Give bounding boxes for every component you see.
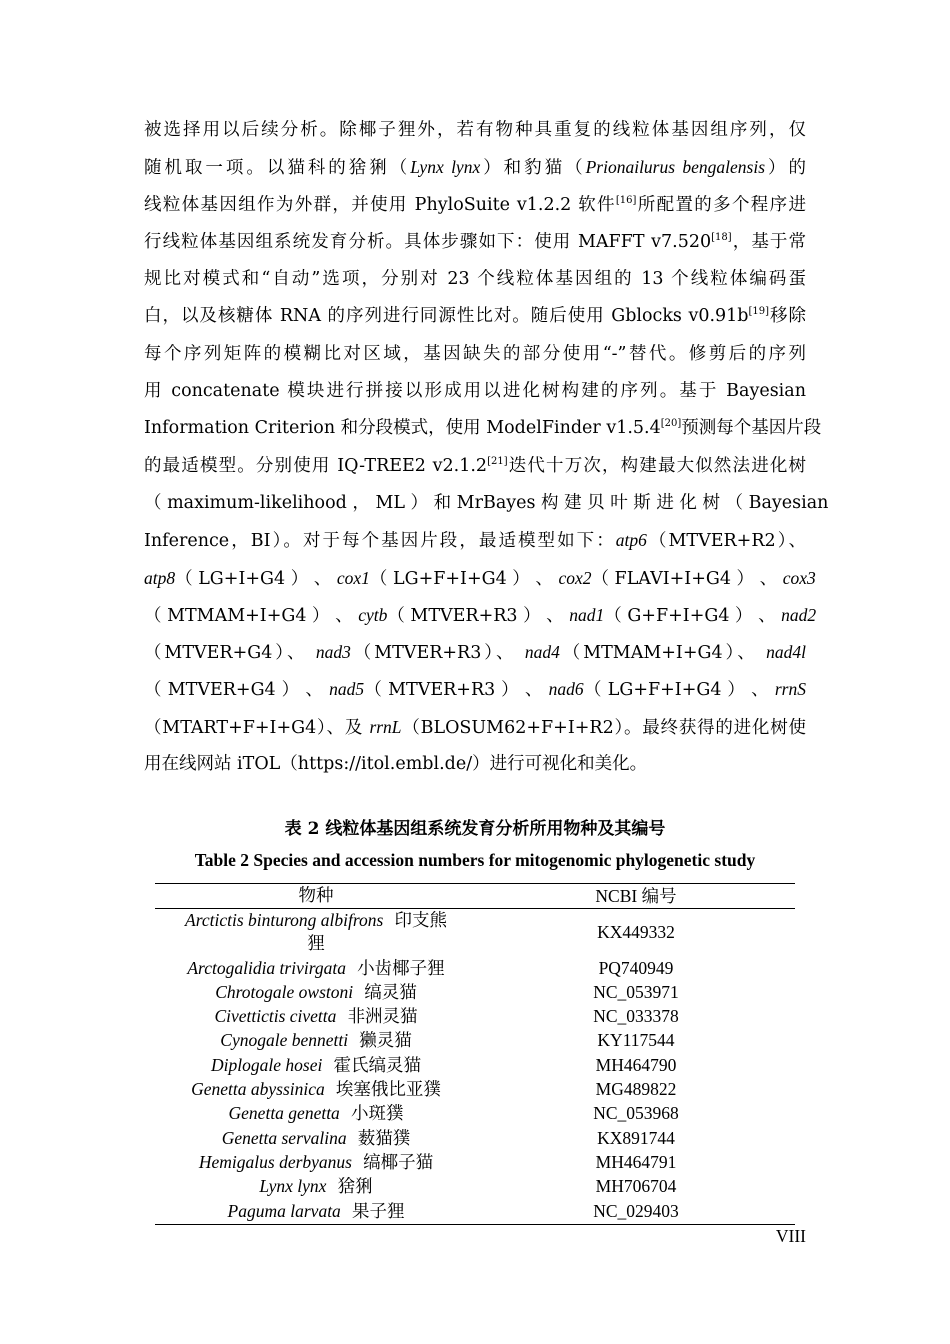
table-row: Genetta servalina 薮猫獛 KX891744 [221,1127,675,1149]
species-table [155,883,795,1225]
bottom-rule [155,1224,795,1225]
table-row: Arctogalidia trivirgata 小齿椰子狸 PQ740949 [187,957,674,979]
text-line: （MTART+F+I+G4）、及 rrnL（BLOSUM62+F+I+R2）。最终获得的进化树使 [144,716,806,738]
table-caption-cn: 表 2 线粒体基因组系统发育分析所用物种及其编号 [284,819,666,839]
text-line: 用在线网站 iTOL（https://itol.embl.de/）进行可视化和美化。 [144,754,648,775]
citation: [16] [615,194,637,206]
text-line: 每个序列矩阵的模糊比对区域，基因缺失的部分使用“-”替代。修剪后的序列 [144,343,806,364]
text-line: 规比对模式和“自动”选项，分别对 23 个线粒体基因组的 13 个线粒体编码蛋 [144,269,806,290]
table-row: Genetta genetta 小斑獛 NC_053968 [228,1103,679,1125]
text-line: 随机取一项。以猫科的猞猁（Lynx lynx）和豹猫（Prionailurus bengalensis）的 [144,157,807,179]
text-line: 线粒体基因组作为外群，并使用 PhyloSuite v1.2.2 软件[16]所配置的多个程序进 [144,194,806,215]
page-number: VIII [775,1226,806,1246]
citation: [21] [487,455,508,467]
body-paragraph [144,112,829,783]
table-row: Hemigalus derbyanus 缟椰子猫 MH464791 [198,1151,677,1173]
text-line: （ MTVER+G4 ） 、 nad5（ MTVER+R3 ） 、 nad6（ LG+F+I+G4 ） 、 rrnS [144,679,806,701]
table-row: Cynogale bennetti 獭灵猫 KY117544 [220,1030,675,1052]
text-line: Inference，BI）。对于每个基因片段，最适模型如下：atp6（MTVER+R2）、 [144,530,806,552]
citation: [19] [748,306,770,318]
table-row: Diplogale hosei 霍氏缟灵猫 MH464790 [211,1054,677,1076]
table-row: Paguma larvata 果子狸 NC_029403 [227,1200,679,1222]
table-header [155,884,795,908]
table-caption-en: Table 2 Species and accession numbers for mitogenomic phylogenetic study [194,850,756,870]
table-row: Genetta abyssinica 埃塞俄比亚獛 MG489822 [191,1079,677,1101]
text-line: 被选择用以后续分析。除椰子狸外，若有物种具重复的线粒体基因组序列，仅 [144,120,806,140]
text-line: atp8（ LG+I+G4 ） 、 cox1（ LG+F+I+G4 ） 、 cox2（ FLAVI+I+G4 ） 、 cox3 [144,567,816,589]
text-line: 白，以及核糖体 RNA 的序列进行同源性比对。随后使用 Gblocks v0.91b[19]移除 [144,306,806,327]
text-line: （ maximum-likelihood ， ML ） 和 MrBayes 构 建 贝 叶 斯 进 化 树 （ Bayesian [144,492,829,513]
text-line: 用 concatenate 模块进行拼接以形成用以进化树构建的序列。基于 Bayesian [144,381,806,402]
header-species: 物种 [298,886,334,906]
text-line: （MTVER+G4）、 nad3（MTVER+R3）、 nad4（MTMAM+I+G4）、 nad4l [144,642,806,664]
text-line: Information Criterion 和分段模式，使用 ModelFinder v1.5.4[20]预测每个基因片段 [144,418,822,439]
text-line: 的最适模型。分别使用 IQ-TREE2 v2.1.2[21]迭代十万次，构建最大似然法进化树 [144,455,806,476]
table-row: Arctictis binturong albifrons 印支熊 狸 KX449332 [185,910,675,955]
citation: [18] [711,231,732,243]
citation: [20] [660,418,682,430]
text-line: 行线粒体基因组系统发育分析。具体步骤如下：使用 MAFFT v7.520[18]，基于常 [144,231,807,252]
table-row: Chrotogale owstoni 缟灵猫 NC_053971 [215,981,679,1003]
table-row: Civettictis civetta 非洲灵猫 NC_033378 [214,1006,679,1028]
table-row: Lynx lynx 猞猁 MH706704 [259,1176,677,1198]
header-accession: NCBI 编号 [595,886,677,906]
text-line: （ MTMAM+I+G4 ） 、 cytb（ MTVER+R3 ） 、 nad1（ G+F+I+G4 ） 、 nad2 [144,604,817,626]
